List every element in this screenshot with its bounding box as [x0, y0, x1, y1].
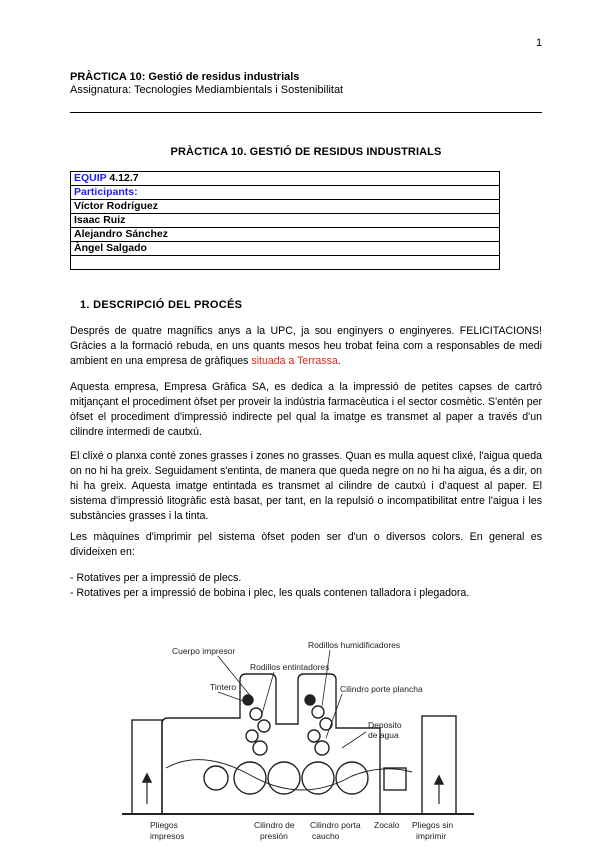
label-cilindro-caucho-2: caucho — [312, 831, 340, 841]
member-cell: Alejandro Sánchez — [71, 228, 500, 242]
label-deposito: Deposito — [368, 720, 402, 730]
table-row — [71, 256, 500, 270]
document-title: PRÀCTICA 10. GESTIÓ DE RESIDUS INDUSTRIALS — [170, 146, 442, 158]
label-cilindro-porte-plancha: Cilindro porte plancha — [340, 684, 423, 694]
label-zocalo: Zocalo — [374, 820, 400, 830]
label-pliegos-impresos: Pliegos — [150, 820, 178, 830]
label-pliegos-sin-imprimir: Pliegos sin — [412, 820, 454, 830]
label-deposito-agua: de agua — [368, 730, 399, 740]
paragraph-1-text: Després de quatre magnífics anys a la UPC, ja sou enginyers o enginyeres. FELICITACIONS! Gràcies a la formació rebuda, en uns quants mesos heu trobat feina com a responsables de medi ambient en una empresa de gràfiques — [70, 325, 542, 367]
impression-cylinder — [234, 762, 266, 794]
transfer-cylinder — [204, 766, 228, 790]
paragraph-1-end: . — [337, 355, 341, 367]
section-heading: 1. DESCRIPCIÓ DEL PROCÉS — [80, 299, 243, 311]
equip-label: EQUIP — [74, 172, 107, 184]
plate-cylinder — [302, 762, 334, 794]
header-subtitle: Assignatura: Tecnologies Mediambientals i Sostenibilitat — [70, 84, 344, 96]
member-cell: Víctor Rodríguez — [71, 200, 500, 214]
leader-line — [218, 692, 246, 702]
paper-path — [166, 760, 412, 790]
ink-fountain — [305, 695, 315, 705]
header-title: PRÀCTICA 10: Gestió de residus industrials — [70, 71, 300, 83]
machine-list — [70, 571, 542, 601]
ink-roller — [246, 730, 258, 742]
table-row — [71, 228, 500, 242]
list-item: - Rotatives per a impressió de bobina i plec, les quals contenen talladora i plegadora. — [70, 587, 470, 599]
table-row — [71, 214, 500, 228]
label-cilindro-presion: Cilindro de — [254, 820, 295, 830]
offset-press-diagram — [122, 628, 474, 848]
equip-number: 4.12.7 — [109, 172, 139, 184]
dampening-roller — [312, 706, 324, 718]
member-cell: Àngel Salgado — [71, 242, 500, 256]
ink-fountain — [243, 695, 253, 705]
table-row — [71, 172, 500, 186]
dampening-roller — [315, 741, 329, 755]
dampening-roller — [308, 730, 320, 742]
label-rodillos-entintadores: Rodillos entintadores — [250, 662, 330, 672]
label-tintero: Tintero — [210, 682, 237, 692]
table-row — [71, 242, 500, 256]
water-tank — [384, 768, 406, 790]
label-rodillos-humidificadores: Rodillos humidificadores — [308, 640, 401, 650]
label-cilindro-presion-2: presión — [260, 831, 288, 841]
empty-cell — [71, 256, 500, 270]
equip-cell — [71, 172, 500, 186]
leader-line — [326, 694, 342, 738]
label-pliegos-impresos-2: impresos — [150, 831, 185, 841]
label-pliegos-sin-imprimir-2: imprimir — [416, 831, 447, 841]
highlighted-text: situada a Terrassa — [251, 355, 338, 367]
dampening-roller — [320, 718, 332, 730]
list-item: - Rotatives per a impressió de plecs. — [70, 572, 242, 584]
table-row — [71, 186, 500, 200]
ink-roller — [253, 741, 267, 755]
up-arrow-icon — [435, 776, 443, 784]
participants-label: Participants: — [71, 186, 500, 200]
leader-line — [262, 672, 274, 714]
leader-line — [322, 650, 330, 706]
up-arrow-icon — [143, 774, 151, 782]
label-cuerpo-impresor: Cuerpo impresor — [172, 646, 236, 656]
blanket-cylinder — [268, 762, 300, 794]
paragraph-4: Les màquines d'imprimir pel sistema òfset poden ser d'un o diversos colors. En general es divideixen en: — [70, 531, 542, 558]
paragraph-3: El clixé o planxa conté zones grasses i zones no grasses. Quan es mulla aquest clixé, l'aigua queda on no hi ha greix. Seguidament s'entinta, de manera que queda negre on no hi ha aigua, és a dir, on hi ha greix. Aquesta imatge entintada es transmet al cilindre de cautxú i d'aquest al paper. El sistema d'impressió litogràfic està basat, per tant, en la repulsió o incompatibilitat entre l'aigua i les substàncies grasses i la tinta. — [70, 450, 542, 522]
ink-roller — [250, 708, 262, 720]
paragraph-1 — [70, 324, 542, 369]
table-row — [71, 200, 500, 214]
header-divider — [70, 112, 542, 113]
paragraph-2: Aquesta empresa, Empresa Gràfica SA, es dedica a la impressió de petites capses de cartró mitjançant el procediment òfset per proveir la indústria farmacèutica i el sector cosmètic. S'entén per òfset el procediment d'impressió indirecte pel qual la imatge es transmet al paper a través d'un cilindre intermedi de cautxú. — [70, 381, 542, 438]
impression-cylinder-2 — [336, 762, 368, 794]
label-cilindro-caucho: Cilindro porta — [310, 820, 361, 830]
ink-roller — [258, 720, 270, 732]
team-table — [70, 171, 500, 270]
member-cell: Isaac Ruiz — [71, 214, 500, 228]
leader-line — [342, 732, 366, 748]
page-number: 1 — [536, 37, 543, 49]
